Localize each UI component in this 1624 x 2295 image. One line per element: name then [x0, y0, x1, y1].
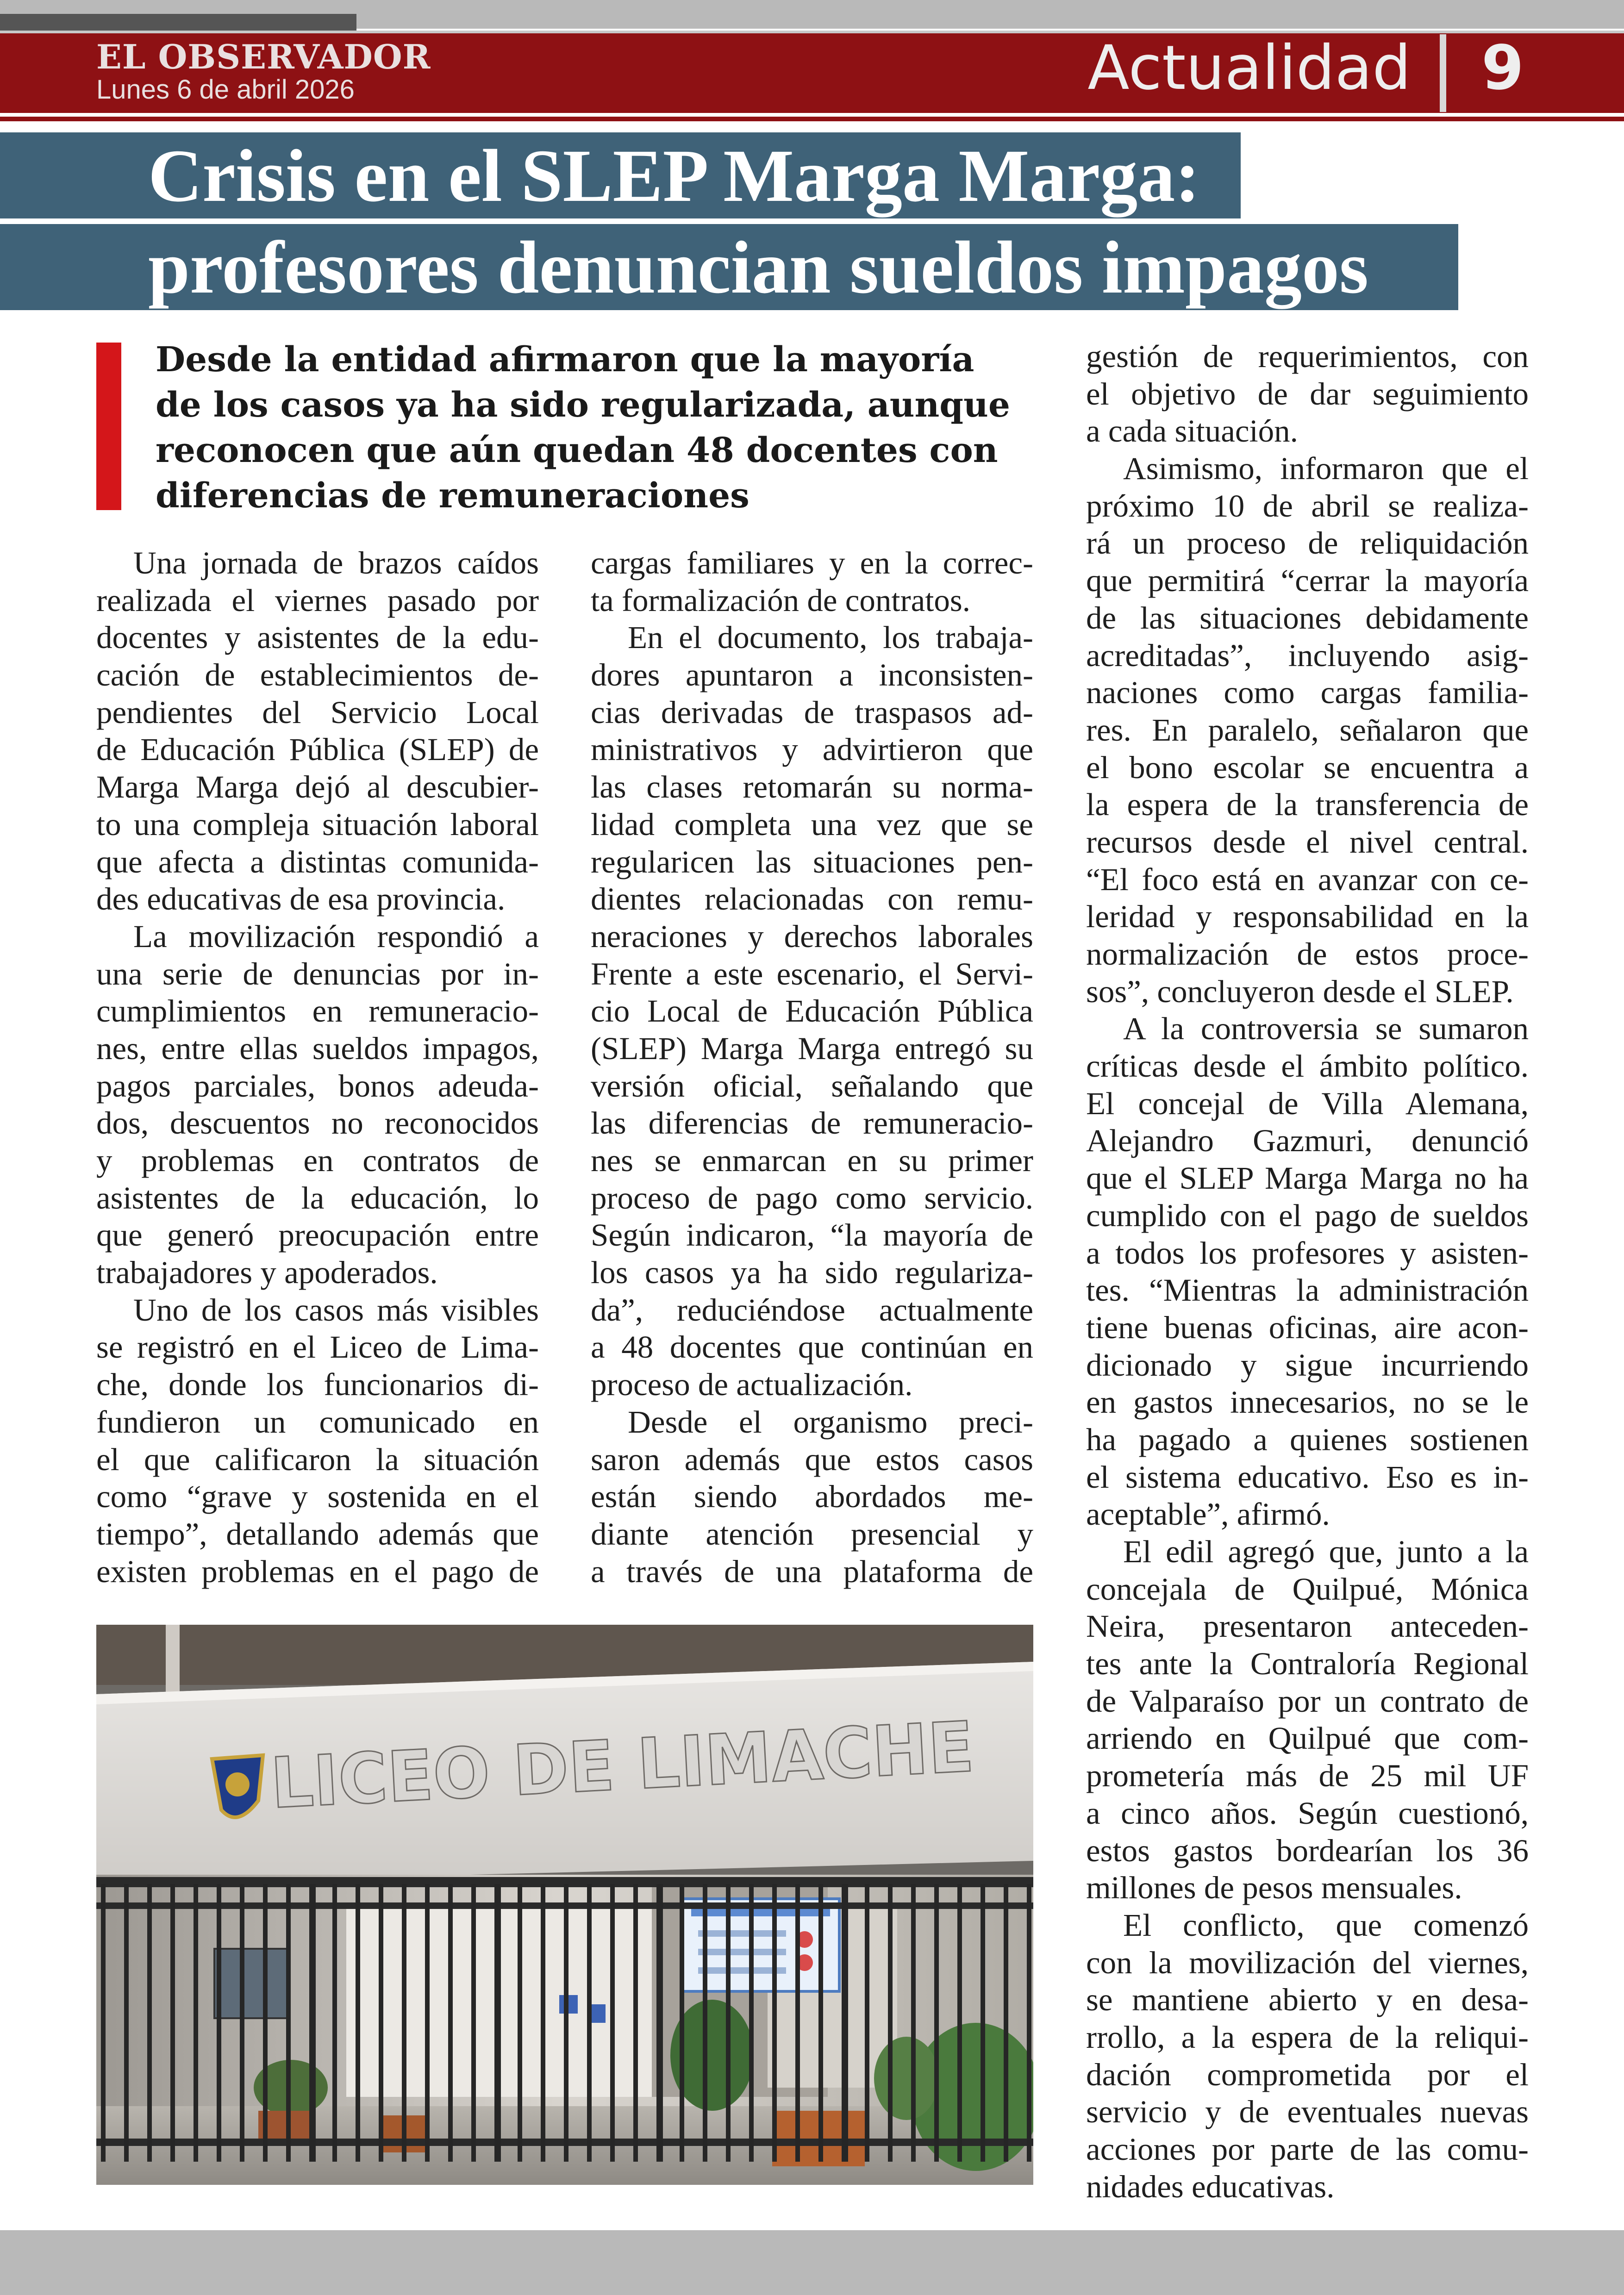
body-text-line: fundieron un comunicado en	[96, 1404, 539, 1440]
body-text-line: naciones como cargas familia-	[1086, 675, 1529, 711]
body-text-line: la espera de la transferencia de	[1086, 787, 1529, 823]
body-text-line: recursos desde el nivel central.	[1086, 824, 1529, 860]
headline-line-1: Crisis en el SLEP Marga Marga:	[148, 135, 1200, 218]
body-text-line: ta formalización de contratos.	[591, 582, 970, 618]
body-text-line: nes se enmarcan en su primer	[591, 1143, 1033, 1178]
body-text-line: los casos ya ha sido regulariza-	[591, 1255, 1033, 1291]
deck-line: de los casos ya ha sido regularizada, aunque	[156, 385, 1010, 425]
page-number: 9	[1481, 32, 1524, 104]
bottom-strip	[0, 2230, 1624, 2295]
body-text-line: realizada el viernes pasado por	[96, 582, 539, 618]
body-text-line: ha pagado a quienes sostienen	[1086, 1422, 1529, 1457]
body-text-line: y problemas en contratos de	[96, 1143, 539, 1178]
body-text-line: regularicen las situaciones pen-	[591, 844, 1033, 879]
body-text-line: el sistema educativo. Eso es in-	[1086, 1459, 1529, 1495]
body-text-line: dores apuntaron a inconsisten-	[591, 657, 1033, 693]
body-text-line: Desde el organismo preci-	[628, 1404, 1033, 1440]
body-text-line: pendientes del Servicio Local	[96, 694, 539, 730]
body-text-line: cias derivadas de traspasos ad-	[591, 694, 1033, 730]
gate-bars	[101, 1884, 1031, 2162]
body-text-line: rá un proceso de reliquidación	[1086, 525, 1529, 561]
body-text-line: (SLEP) Marga Marga entregó su	[591, 1030, 1033, 1066]
body-text-line: a través de una plataforma de	[591, 1553, 1033, 1589]
body-text-line: lidad completa una vez que se	[591, 806, 1033, 842]
body-text-line: gestión de requerimientos, con	[1086, 339, 1529, 374]
body-text-line: La movilización respondió a	[133, 918, 539, 954]
body-text-line: a 48 docentes que continúan en	[591, 1329, 1033, 1365]
body-text-line: pagos parciales, bonos adeuda-	[96, 1068, 539, 1104]
body-text-line: acreditadas”, incluyendo asig-	[1086, 637, 1529, 673]
body-text-line: las clases retomarán su norma-	[591, 769, 1033, 805]
masthead-name: EL OBSERVADOR	[96, 37, 431, 76]
body-text-line: “El foco está en avanzar con ce-	[1086, 861, 1529, 897]
body-column-3	[1086, 338, 1529, 2205]
body-text-line: servicio y de eventuales nuevas	[1086, 2094, 1529, 2130]
body-column-1	[96, 544, 539, 1590]
body-text-line: próximo 10 de abril se realiza-	[1086, 488, 1529, 524]
body-text-line: El edil agregó que, junto a la	[1123, 1534, 1529, 1569]
body-text-line: el que calificaron la situación	[96, 1441, 539, 1477]
body-text-line: Uno de los casos más visibles	[133, 1292, 539, 1328]
body-text-line: acciones por parte de las comu-	[1086, 2132, 1529, 2167]
photo-liceo-de-limache	[96, 1625, 1033, 2185]
top-strip-accent	[0, 14, 356, 31]
body-text-line: tes ante la Contraloría Regional	[1086, 1646, 1529, 1682]
body-text-line: saron además que estos casos	[591, 1441, 1033, 1477]
body-text-line: A la controversia se sumaron	[1123, 1011, 1529, 1047]
section-name: Actualidad	[1087, 32, 1411, 104]
body-text-line: Alejandro Gazmuri, denunció	[1086, 1123, 1529, 1159]
body-text-line: millones de pesos mensuales.	[1086, 1870, 1462, 1906]
body-text-line: que permitirá “cerrar la mayoría	[1086, 563, 1529, 599]
body-text-line: rrollo, a la espera de la reliqui-	[1086, 2019, 1529, 2055]
body-text-line: el objetivo de dar seguimiento	[1086, 376, 1529, 412]
body-text-line: leridad y responsabilidad en la	[1086, 899, 1529, 935]
body-text-line: críticas desde el ámbito político.	[1086, 1048, 1529, 1084]
body-text-line: asistentes de la educación, lo	[96, 1180, 539, 1216]
masthead-date: Lunes 6 de abril 2026	[96, 75, 355, 105]
body-text-line: dos, descuentos no reconocidos	[96, 1105, 539, 1141]
body-text-line: trabajadores y apoderados.	[96, 1255, 438, 1291]
body-text-line: cumplido con el pago de sueldos	[1086, 1197, 1529, 1233]
body-text-line: de Valparaíso por un contrato de	[1086, 1683, 1529, 1719]
body-text-line: Según indicaron, “la mayoría de	[591, 1217, 1033, 1253]
body-text-line: dación comprometida por el	[1086, 2057, 1529, 2092]
body-text-line: sos”, concluyeron desde el SLEP.	[1086, 973, 1514, 1009]
body-text-line: ministrativos y advirtieron que	[591, 732, 1033, 767]
body-text-line: estos gastos bordearían los 36	[1086, 1833, 1529, 1868]
body-text-line: Marga Marga dejó al descubier-	[96, 769, 539, 805]
body-text-line: de las situaciones debidamente	[1086, 600, 1529, 636]
body-text-line: En el documento, los trabaja-	[628, 620, 1033, 655]
body-text-line: to una compleja situación laboral	[96, 806, 539, 842]
body-text-line: se mantiene abierto y en desa-	[1086, 1982, 1529, 2018]
body-text-line: cio Local de Educación Pública	[591, 993, 1033, 1029]
body-text-line: cación de establecimientos de-	[96, 657, 539, 693]
body-text-line: se registró en el Liceo de Lima-	[96, 1329, 539, 1365]
body-text-line: que afecta a distintas comunida-	[96, 844, 539, 879]
body-text-line: normalización de estos proce-	[1086, 936, 1529, 972]
headline	[148, 131, 1368, 314]
body-text-line: a todos los profesores y asisten-	[1086, 1235, 1529, 1271]
body-text-line: Neira, presentaron anteceden-	[1086, 1609, 1529, 1644]
body-text-line: proceso de pago como servicio.	[591, 1180, 1033, 1216]
deck-line: Desde la entidad afirmaron que la mayoría	[156, 340, 974, 380]
body-text-line: están siendo abordados me-	[591, 1479, 1033, 1515]
body-text-line: de Educación Pública (SLEP) de	[96, 732, 539, 767]
body-text-line: el bono escolar se encuentra a	[1086, 749, 1529, 785]
body-text-line: docentes y asistentes de la edu-	[96, 620, 539, 655]
body-text-line: en gastos innecesarios, no se le	[1086, 1384, 1529, 1420]
body-text-line: existen problemas en el pago de	[96, 1553, 539, 1589]
body-text-line: tiempo”, detallando además que	[96, 1516, 539, 1552]
header-rule	[0, 117, 1624, 121]
deck-line: diferencias de remuneraciones	[156, 476, 750, 516]
body-text-line: prometería más de 25 mil UF	[1086, 1758, 1529, 1794]
body-text-line: tes. “Mientras la administración	[1086, 1272, 1529, 1308]
body-text-line: des educativas de esa provincia.	[96, 881, 506, 917]
header-divider	[1440, 34, 1446, 112]
body-text-line: que el SLEP Marga Marga no ha	[1086, 1160, 1529, 1196]
body-text-line: nes, entre ellas sueldos impagos,	[96, 1030, 539, 1066]
deck	[156, 337, 1010, 518]
headline-line-2: profesores denuncian sueldos impagos	[148, 226, 1368, 309]
body-text-line: una serie de denuncias por in-	[96, 956, 539, 992]
body-text-line: aceptable”, afirmó.	[1086, 1497, 1330, 1532]
body-text-line: da”, reduciéndose actualmente	[591, 1292, 1033, 1328]
deck-line: reconocen que aún quedan 48 docentes con	[156, 430, 998, 470]
body-text-line: como “grave y sostenida en el	[96, 1479, 539, 1515]
body-text-line: que generó preocupación entre	[96, 1217, 539, 1253]
body-text-line: che, donde los funcionarios di-	[96, 1367, 539, 1403]
body-text-line: con la movilización del viernes,	[1086, 1945, 1529, 1980]
body-column-2	[591, 544, 1033, 1590]
body-text-line: a cada situación.	[1086, 413, 1298, 449]
body-text-line: dientes relacionadas con remu-	[591, 881, 1033, 917]
photo-illustration	[96, 1625, 1033, 2185]
body-text-line: las diferencias de remuneracio-	[591, 1105, 1033, 1141]
body-text-line: dicionado y sigue incurriendo	[1086, 1347, 1529, 1383]
body-text-line: proceso de actualización.	[591, 1367, 913, 1403]
body-text-line: res. En paralelo, señalaron que	[1086, 712, 1529, 748]
body-text-line: cumplimientos en remuneracio-	[96, 993, 539, 1029]
body-text-line: neraciones y derechos laborales	[591, 918, 1033, 954]
body-text-line: versión oficial, señalando que	[591, 1068, 1033, 1104]
body-text-line: concejala de Quilpué, Mónica	[1086, 1571, 1529, 1607]
body-text-line: El concejal de Villa Alemana,	[1086, 1085, 1529, 1121]
body-text-line: tiene buenas oficinas, aire acon-	[1086, 1310, 1529, 1345]
body-text-line: Frente a este escenario, el Servi-	[591, 956, 1033, 992]
body-text-line: cargas familiares y en la correc-	[591, 545, 1033, 580]
sign-text: LICEO DE LIMACHE	[269, 1705, 1003, 1824]
body-text-line: arriendo en Quilpué que com-	[1086, 1721, 1529, 1756]
deck-accent-bar	[96, 343, 121, 510]
body-text-line: Asimismo, informaron que el	[1123, 451, 1529, 486]
body-text-line: diante atención presencial y	[591, 1516, 1033, 1552]
body-text-line: a cinco años. Según cuestionó,	[1086, 1795, 1529, 1831]
body-text-line: El conflicto, que comenzó	[1123, 1907, 1529, 1943]
body-text-line: nidades educativas.	[1086, 2169, 1335, 2204]
body-text-line: Una jornada de brazos caídos	[133, 545, 539, 580]
